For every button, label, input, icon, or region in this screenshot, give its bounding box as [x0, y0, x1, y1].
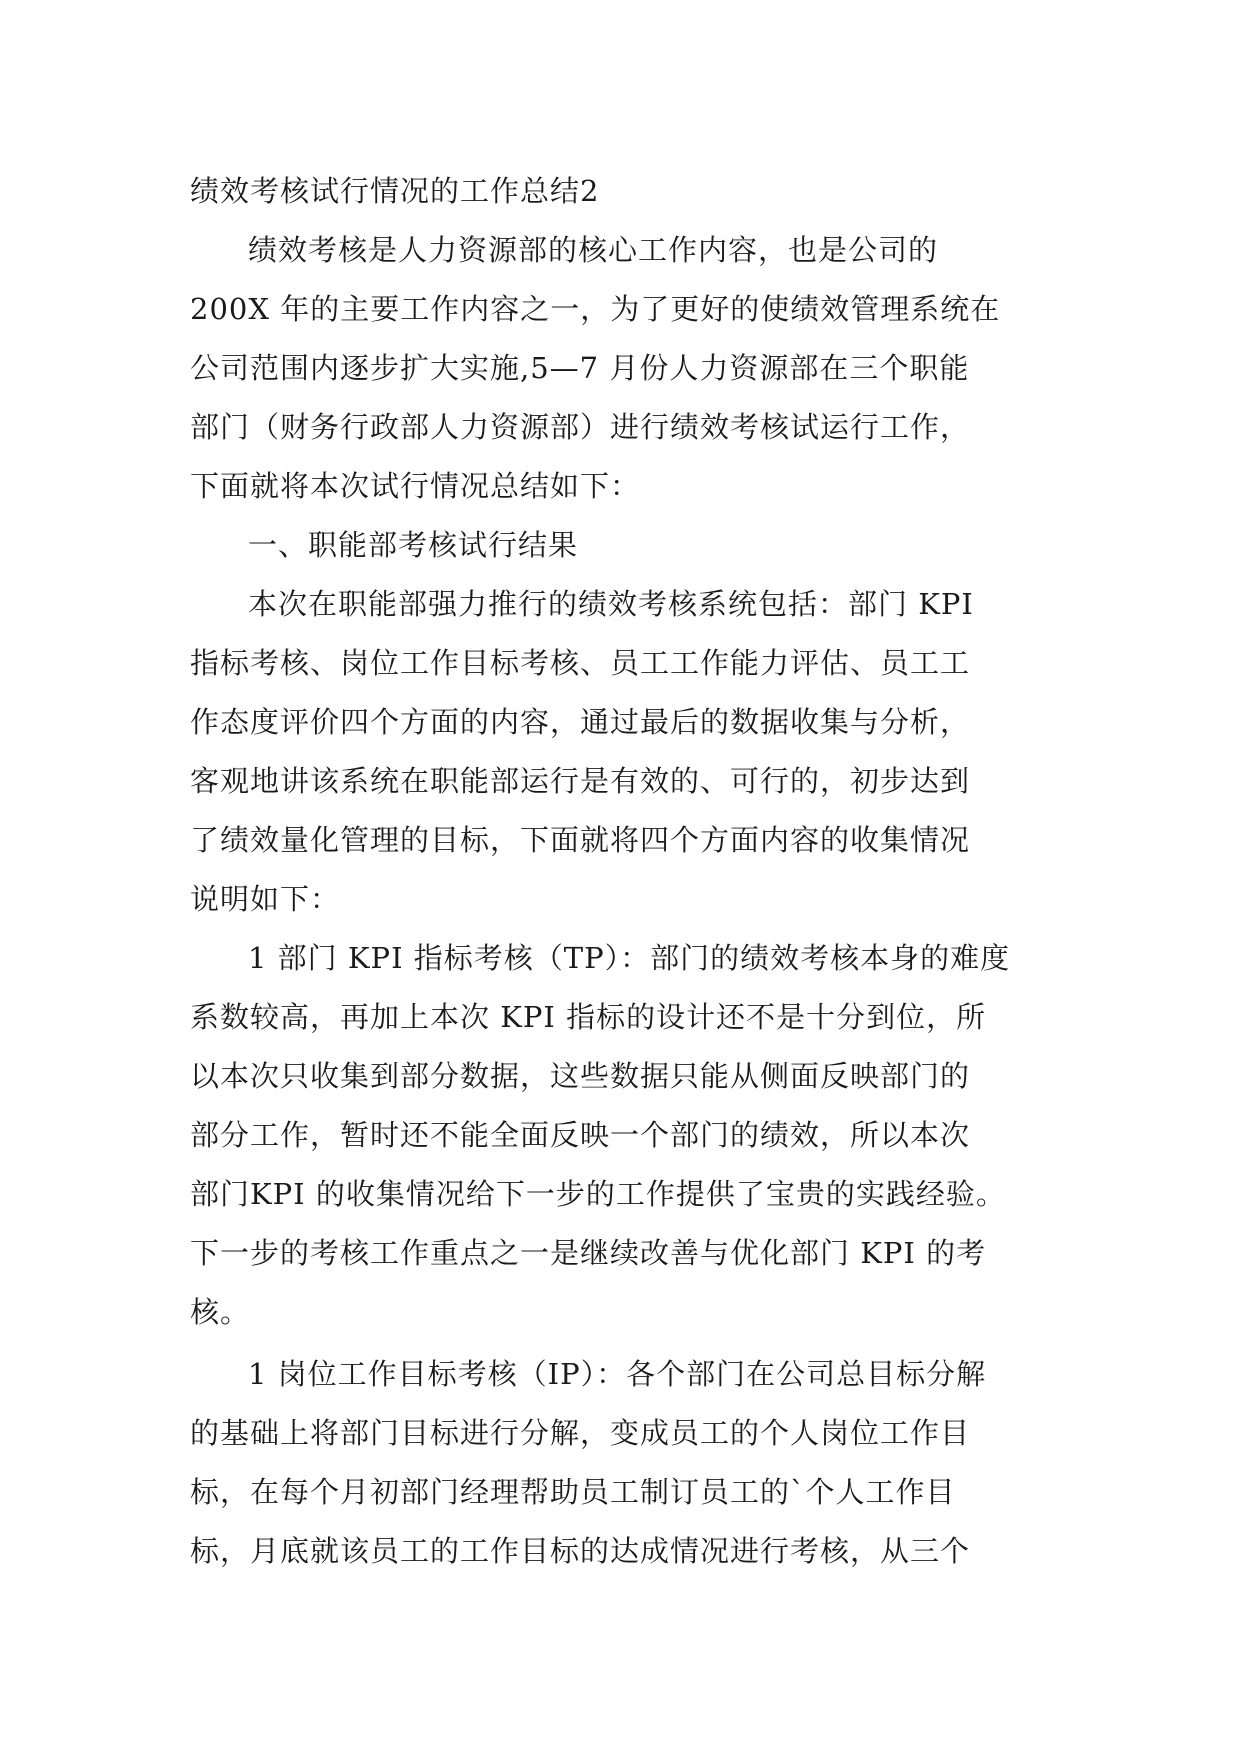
text-line: 公司范围内逐步扩大实施,5—7 月份人力资源部在三个职能 — [190, 351, 970, 385]
text-line: 作态度评价四个方面的内容，通过最后的数据收集与分析， — [190, 705, 971, 739]
text-line: 部门（财务行政部人力资源部）进行绩效考核试运行工作， — [190, 410, 971, 444]
text-line: 下面就将本次试行情况总结如下： — [190, 469, 641, 503]
text-line: 部门KPI 的收集情况给下一步的工作提供了宝贵的实践经验。 — [190, 1177, 1006, 1211]
document-body — [190, 162, 1052, 1581]
text-line: 以本次只收集到部分数据，这些数据只能从侧面反映部门的 — [190, 1059, 971, 1093]
text-line: 指标考核、岗位工作目标考核、员工工作能力评估、员工工 — [190, 646, 971, 680]
post-target-paragraph — [190, 1345, 1052, 1581]
text-line: 1 部门 KPI 指标考核（TP）：部门的绩效考核本身的难度 — [248, 941, 1011, 975]
text-line: 1 岗位工作目标考核（IP）：各个部门在公司总目标分解 — [248, 1357, 987, 1391]
section-heading — [190, 516, 1052, 575]
text-line: 下一步的考核工作重点之一是继续改善与优化部门 KPI 的考 — [190, 1236, 987, 1270]
document-title: 绩效考核试行情况的工作总结2 — [190, 174, 600, 208]
text-line: 部分工作，暂时还不能全面反映一个部门的绩效，所以本次 — [190, 1118, 971, 1152]
system-paragraph — [190, 575, 1052, 929]
text-line: 核。 — [190, 1295, 251, 1329]
text-line: 本次在职能部强力推行的绩效考核系统包括：部门 KPI — [248, 587, 974, 621]
text-line: 标，月底就该员工的工作目标的达成情况进行考核，从三个 — [190, 1534, 971, 1568]
kpi-paragraph — [190, 929, 1052, 1345]
text-line: 了绩效量化管理的目标，下面就将四个方面内容的收集情况 — [190, 823, 971, 857]
text-line: 绩效考核是人力资源部的核心工作内容，也是公司的 — [248, 233, 939, 267]
text-line: 200X 年的主要工作内容之一，为了更好的使绩效管理系统在 — [190, 292, 1001, 326]
text-line: 标，在每个月初部门经理帮助员工制订员工的`个人工作目 — [190, 1475, 956, 1509]
text-line: 客观地讲该系统在职能部运行是有效的、可行的，初步达到 — [190, 764, 971, 798]
intro-paragraph — [190, 221, 1052, 516]
text-line: 的基础上将部门目标进行分解，变成员工的个人岗位工作目 — [190, 1416, 971, 1450]
text-line: 系数较高，再加上本次 KPI 指标的设计还不是十分到位，所 — [190, 1000, 987, 1034]
text-line: 说明如下： — [190, 882, 341, 916]
text-line: 一、职能部考核试行结果 — [248, 528, 579, 562]
